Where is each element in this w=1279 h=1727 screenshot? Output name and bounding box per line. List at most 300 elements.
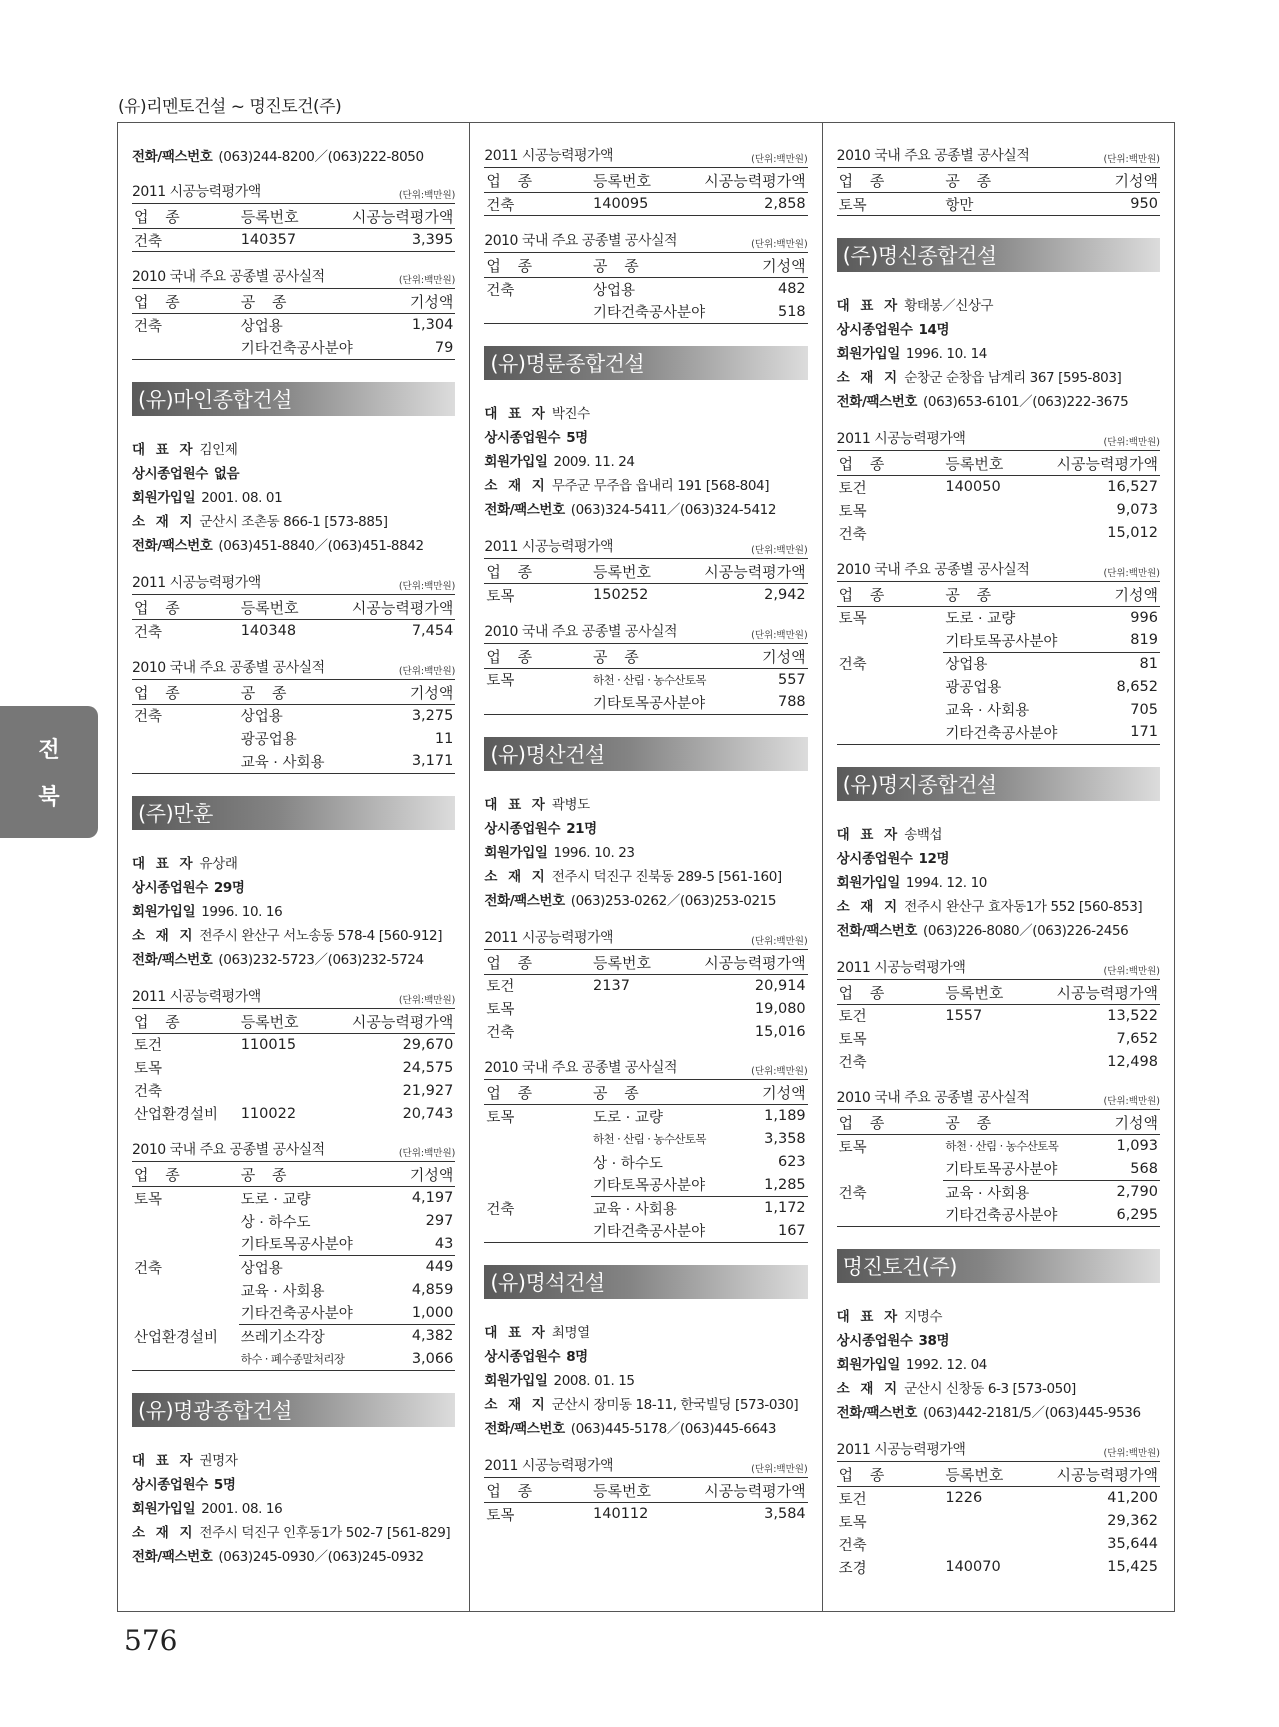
header-eval: 시공능력평가액 — [698, 950, 808, 975]
table-row — [837, 629, 1160, 652]
cell-type — [837, 1204, 944, 1227]
phone-line — [132, 1545, 455, 1569]
header-reg: 등록번호 — [943, 980, 1050, 1005]
address-label: 소 재 지 — [132, 927, 196, 944]
company-title: (유)명석건설 — [484, 1265, 807, 1299]
cell-amount: 81 — [1139, 655, 1158, 672]
rep-value: 유상래 — [199, 855, 238, 872]
eval-section-head — [484, 145, 807, 168]
rep-line — [837, 1305, 1160, 1329]
unit-label: (단위:백만원) — [751, 154, 808, 165]
eval-table — [132, 1009, 455, 1126]
table-row — [484, 193, 807, 216]
employees-value: 12명 — [918, 850, 950, 867]
company-title: (유)명륜종합건설 — [484, 346, 807, 380]
table-row — [132, 229, 455, 252]
phone-label: 전화/팩스번호 — [132, 149, 213, 165]
header-type: 업 종 — [484, 253, 591, 278]
address-line — [837, 1377, 1160, 1401]
table-row — [837, 1533, 1160, 1556]
table-row — [484, 278, 807, 301]
rep-value: 송백섭 — [904, 826, 943, 843]
unit-label: (단위:백만원) — [1103, 154, 1160, 165]
rep-label: 대 표 자 — [484, 1325, 548, 1341]
cell-work: 하천 · 산림 · 농수산토목 — [593, 1132, 706, 1146]
phone-value: (063)253-0262／(063)253-0215 — [570, 892, 777, 909]
cell-amount: 4,197 — [411, 1190, 454, 1207]
cell-reg — [591, 997, 698, 1020]
perf-table — [484, 1080, 807, 1243]
cell-type — [484, 301, 591, 324]
table-row — [837, 1510, 1160, 1533]
employees-label: 상시종업원수 — [132, 1477, 208, 1493]
cell-type: 토목 — [486, 588, 515, 605]
eval-section — [132, 572, 455, 643]
table-row — [837, 193, 1160, 216]
address-line — [484, 1393, 807, 1417]
employees-label: 상시종업원수 — [484, 430, 561, 446]
cell-amount: 171 — [1089, 721, 1160, 744]
cell-amount: 2,790 — [1116, 1184, 1158, 1201]
cell-type: 토목 — [838, 611, 867, 628]
cell-value: 19,080 — [754, 1000, 806, 1017]
rep-label: 대 표 자 — [836, 1309, 901, 1325]
company-title: (유)명지종합건설 — [837, 767, 1160, 801]
cell-type — [132, 1302, 239, 1325]
header-type: 업 종 — [484, 1080, 591, 1105]
join-date-label: 회원가입일 — [484, 454, 548, 470]
header-type: 업 종 — [484, 644, 591, 669]
join-date-line — [484, 1369, 807, 1393]
address-value: 전주시 덕진구 진북동 289-5 [561-160] — [551, 868, 782, 885]
phone-label: 전화/팩스번호 — [484, 1421, 565, 1437]
employees-label: 상시종업원수 — [836, 322, 913, 338]
table-row — [484, 301, 807, 324]
perf-table — [132, 1162, 455, 1371]
perf-title: 2010 국내 주요 공종별 공사실적 — [836, 148, 1030, 164]
cell-type: 토목 — [486, 1507, 515, 1524]
employees-line — [837, 318, 1160, 342]
rep-label: 대 표 자 — [836, 298, 901, 314]
cell-work: 기타건축공사분야 — [239, 1302, 384, 1325]
address-label: 소 재 지 — [132, 514, 196, 530]
header-type: 업 종 — [132, 1009, 239, 1034]
table-row — [484, 1128, 807, 1151]
cell-reg — [943, 1510, 1050, 1533]
phone-line — [837, 919, 1160, 943]
perf-section-head — [484, 621, 807, 644]
cell-amount: 705 — [1130, 701, 1158, 718]
cell-work: 기타건축공사분야 — [239, 337, 384, 360]
cell-type — [132, 1279, 239, 1302]
eval-section-head — [837, 1439, 1160, 1462]
unit-label: (단위:백만원) — [751, 545, 808, 556]
unit-label: (단위:백만원) — [398, 994, 456, 1006]
eval-section — [132, 181, 455, 252]
eval-title: 2011 시공능력평가액 — [132, 575, 261, 591]
cell-reg: 140112 — [593, 1506, 649, 1523]
rep-line — [837, 294, 1160, 318]
cell-amount: 623 — [777, 1154, 806, 1170]
employees-line — [132, 876, 455, 900]
employees-label: 상시종업원수 — [484, 820, 561, 837]
rep-line — [837, 823, 1160, 847]
continued-company-info — [132, 145, 455, 169]
eval-section-head — [484, 1455, 807, 1478]
cell-value: 12,498 — [1107, 1053, 1158, 1070]
header-work: 공 종 — [591, 1080, 736, 1105]
employees-value: 14명 — [918, 322, 950, 338]
phone-label: 전화/팩스번호 — [484, 892, 565, 909]
eval-title: 2011 시공능력평가액 — [132, 184, 261, 200]
header-amount: 기성액 — [737, 644, 808, 669]
cell-type: 토건 — [838, 1009, 867, 1026]
table-row — [837, 1487, 1160, 1510]
phone-value: (063)445-5178／(063)445-6643 — [570, 1421, 777, 1437]
header-reg: 등록번호 — [591, 950, 698, 975]
phone-label: 전화/팩스번호 — [132, 1549, 213, 1565]
join-date-value: 1994. 12. 10 — [905, 874, 987, 891]
cell-type: 조경 — [838, 1560, 867, 1577]
rep-label: 대 표 자 — [484, 406, 548, 422]
phone-value: (063)244-8200／(063)222-8050 — [218, 149, 424, 165]
header-type: 업 종 — [837, 582, 944, 607]
join-date-line — [837, 342, 1160, 366]
table-row — [132, 1233, 455, 1256]
table-row — [837, 606, 1160, 629]
company-title: (주)명신종합건설 — [837, 238, 1160, 272]
table-row — [484, 1197, 807, 1220]
eval-section — [837, 957, 1160, 1074]
eval-section — [132, 986, 455, 1126]
perf-table — [484, 253, 807, 324]
employees-line — [132, 462, 455, 486]
cell-work: 기타토목공사분야 — [943, 629, 1088, 652]
eval-title: 2011 시공능력평가액 — [484, 539, 614, 555]
cell-reg: 110022 — [240, 1105, 297, 1122]
cell-type — [132, 337, 239, 360]
eval-table — [484, 168, 807, 216]
cell-amount: 1,285 — [737, 1174, 808, 1197]
unit-label: (단위:백만원) — [398, 581, 456, 592]
cell-work: 상업용 — [240, 1260, 283, 1277]
employees-line — [484, 817, 807, 841]
rep-label: 대 표 자 — [836, 826, 901, 843]
table-row — [484, 1105, 807, 1128]
perf-title: 2010 국내 주요 공종별 공사실적 — [484, 1060, 678, 1076]
phone-value: (063)324-5411／(063)324-5412 — [570, 502, 777, 518]
header-reg: 등록번호 — [239, 204, 346, 229]
employees-value: 없음 — [213, 466, 240, 482]
cell-work: 교육 · 사회용 — [239, 750, 384, 773]
phone-line — [484, 1417, 807, 1441]
phone-value: (063)451-8840／(063)451-8842 — [218, 538, 424, 554]
cell-reg: 1557 — [945, 1007, 983, 1024]
rep-line — [132, 438, 455, 462]
phone-line — [132, 534, 455, 558]
cell-value: 13,522 — [1107, 1007, 1158, 1024]
employees-line — [484, 1345, 807, 1369]
cell-type — [484, 1174, 591, 1197]
cell-type: 토목 — [134, 1191, 163, 1208]
cell-work: 교육 · 사회용 — [593, 1201, 677, 1218]
phone-line — [132, 948, 455, 972]
cell-value: 20,743 — [402, 1105, 454, 1122]
header-type: 업 종 — [837, 451, 944, 476]
header-type: 업 종 — [132, 1162, 239, 1187]
employees-label: 상시종업원수 — [484, 1349, 561, 1365]
address-label: 소 재 지 — [132, 1525, 196, 1541]
company-info — [484, 402, 807, 522]
perf-section-head — [132, 266, 455, 289]
cell-reg: 1226 — [945, 1490, 983, 1507]
directory-frame — [117, 122, 1175, 1612]
eval-table — [132, 595, 455, 643]
join-date-label: 회원가입일 — [836, 346, 900, 362]
address-value: 무주군 무주읍 읍내리 191 [568-804] — [551, 478, 770, 494]
address-label: 소 재 지 — [484, 868, 548, 885]
perf-section — [484, 1057, 807, 1243]
cell-type: 토건 — [838, 480, 867, 497]
cell-type — [132, 1210, 239, 1233]
address-label: 소 재 지 — [836, 370, 901, 386]
employees-value: 29명 — [213, 879, 245, 896]
address-value: 전주시 완산구 서노송동 578-4 [560-912] — [199, 927, 443, 944]
eval-table — [484, 1478, 807, 1526]
cell-reg — [943, 499, 1050, 522]
perf-section-head — [484, 230, 807, 253]
perf-title: 2010 국내 주요 공종별 공사실적 — [484, 623, 678, 640]
address-label: 소 재 지 — [836, 898, 901, 915]
cell-value: 2,858 — [698, 193, 808, 216]
cell-amount: 1,172 — [764, 1200, 806, 1217]
cell-reg: 110015 — [240, 1036, 297, 1053]
header-amount: 기성액 — [1089, 582, 1160, 607]
unit-label: (단위:백만원) — [398, 1148, 456, 1159]
region-tab-char-1: 전 — [38, 738, 60, 763]
eval-section-head — [132, 181, 455, 204]
cell-type: 건축 — [486, 1201, 515, 1218]
cell-amount: 167 — [737, 1220, 808, 1243]
column-3 — [822, 123, 1174, 1611]
perf-section-head — [837, 1087, 1160, 1110]
header-reg: 등록번호 — [591, 559, 698, 584]
table-row — [837, 675, 1160, 698]
company-info — [484, 793, 807, 913]
eval-section — [837, 1439, 1160, 1579]
perf-table — [132, 680, 455, 774]
column-2 — [469, 123, 821, 1611]
table-row — [837, 1158, 1160, 1181]
cell-type: 건축 — [134, 318, 163, 335]
table-row — [837, 721, 1160, 744]
eval-title: 2011 시공능력평가액 — [836, 959, 966, 976]
cell-work: 상 · 하수도 — [593, 1155, 663, 1172]
cell-amount: 11 — [434, 730, 454, 747]
join-date-label: 회원가입일 — [484, 844, 548, 861]
cell-work: 도로 · 교량 — [593, 1109, 663, 1126]
rep-line — [484, 1321, 807, 1345]
cell-amount: 568 — [1089, 1158, 1160, 1181]
phone-value: (063)245-0930／(063)245-0932 — [218, 1549, 424, 1565]
phone-line — [484, 889, 807, 913]
eval-title: 2011 시공능력평가액 — [836, 431, 966, 447]
perf-table — [837, 1110, 1160, 1227]
employees-label: 상시종업원수 — [836, 1333, 913, 1349]
header-amount: 기성액 — [1089, 1110, 1160, 1135]
cell-amount: 518 — [737, 301, 808, 324]
cell-work: 하천 · 산림 · 농수산토목 — [945, 1139, 1059, 1154]
table-row — [132, 1210, 455, 1233]
table-row — [132, 314, 455, 337]
table-row — [484, 1220, 807, 1243]
cell-value: 15,425 — [1107, 1559, 1158, 1575]
table-row — [837, 1181, 1160, 1204]
table-row — [132, 1033, 455, 1056]
address-value: 전주시 완산구 효자동1가 552 [560-853] — [904, 898, 1143, 915]
table-row — [132, 620, 455, 643]
cell-amount: 449 — [425, 1259, 454, 1276]
join-date-label: 회원가입일 — [836, 874, 900, 891]
cell-value: 3,395 — [345, 229, 455, 252]
address-label: 소 재 지 — [836, 1381, 901, 1397]
cell-reg: 140348 — [240, 623, 297, 640]
header-reg: 등록번호 — [591, 1478, 698, 1503]
cell-amount: 79 — [384, 337, 455, 360]
cell-type — [132, 727, 239, 750]
header-eval: 시공능력평가액 — [345, 595, 455, 620]
header-work: 공 종 — [943, 1110, 1088, 1135]
address-value: 순창군 순창읍 남계리 367 [595-803] — [904, 370, 1122, 386]
phone-value: (063)442-2181/5／(063)445-9536 — [923, 1405, 1141, 1421]
address-value: 군산시 조촌동 866-1 [573-885] — [199, 514, 388, 530]
phone-label: 전화/팩스번호 — [836, 1405, 918, 1421]
join-date-value: 1992. 12. 04 — [905, 1357, 987, 1373]
eval-table — [132, 204, 455, 252]
header-eval: 시공능력평가액 — [698, 559, 808, 584]
company-title: (유)명광종합건설 — [132, 1393, 455, 1427]
cell-reg: 140070 — [945, 1559, 1001, 1575]
cell-work: 교육 · 사회용 — [945, 1185, 1030, 1202]
eval-title: 2011 시공능력평가액 — [836, 1442, 966, 1458]
cell-work: 광공업용 — [945, 680, 1002, 696]
perf-section — [132, 266, 455, 360]
cell-value: 15,016 — [754, 1023, 806, 1040]
phone-value: (063)653-6101／(063)222-3675 — [923, 394, 1129, 410]
employees-value: 5명 — [566, 430, 588, 446]
cell-work: 기타건축공사분야 — [591, 1220, 736, 1243]
header-eval: 시공능력평가액 — [1050, 451, 1160, 476]
cell-reg: 150252 — [593, 587, 649, 604]
header-eval: 시공능력평가액 — [698, 168, 808, 193]
table-row — [132, 1056, 455, 1079]
header-type: 업 종 — [484, 950, 591, 975]
table-row — [132, 750, 455, 773]
employees-value: 38명 — [918, 1333, 950, 1349]
eval-section — [484, 145, 807, 216]
column-1 — [118, 123, 469, 1611]
company-title: (주)만훈 — [132, 796, 455, 830]
perf-section-head — [132, 1139, 455, 1162]
cell-value: 9,073 — [1116, 502, 1158, 518]
cell-type — [484, 691, 591, 714]
join-date-line — [132, 1497, 455, 1521]
eval-section-head — [132, 572, 455, 595]
running-header: (유)리멘토건설 ~ 명진토건(주) — [118, 97, 342, 117]
region-tab — [0, 706, 98, 838]
join-date-value: 2008. 01. 15 — [553, 1373, 635, 1389]
cell-type: 건축 — [486, 282, 515, 299]
eval-table — [484, 950, 807, 1044]
table-row — [484, 974, 807, 997]
perf-section — [484, 621, 807, 715]
table-row — [484, 584, 807, 607]
cell-value: 15,012 — [1107, 525, 1158, 541]
cell-type: 건축 — [838, 1055, 867, 1071]
perf-section — [132, 1139, 455, 1371]
unit-label: (단위:백만원) — [751, 239, 808, 250]
cell-type — [837, 698, 944, 721]
phone-line — [837, 390, 1160, 414]
unit-label: (단위:백만원) — [1103, 1448, 1160, 1459]
eval-title: 2011 시공능력평가액 — [484, 148, 614, 164]
table-row — [837, 499, 1160, 522]
header-work: 공 종 — [239, 680, 384, 705]
employees-line — [837, 847, 1160, 871]
eval-table — [837, 1462, 1160, 1579]
header-work: 공 종 — [943, 168, 1088, 193]
perf-title: 2010 국내 주요 공종별 공사실적 — [484, 233, 678, 249]
cell-value: 29,670 — [402, 1036, 454, 1053]
perf-title: 2010 국내 주요 공종별 공사실적 — [836, 1090, 1030, 1106]
table-row — [132, 1348, 455, 1371]
perf-title: 2010 국내 주요 공종별 공사실적 — [836, 561, 1030, 578]
cell-type: 산업환경설비 — [134, 1107, 219, 1123]
table-row — [837, 522, 1160, 545]
perf-table — [132, 289, 455, 360]
perf-section — [837, 559, 1160, 745]
cell-amount: 3,066 — [384, 1348, 455, 1371]
table-row — [837, 652, 1160, 675]
cell-type: 토건 — [486, 979, 515, 996]
header-eval: 시공능력평가액 — [698, 1478, 808, 1503]
cell-amount: 996 — [1130, 609, 1158, 626]
join-date-value: 1996. 10. 23 — [553, 844, 635, 861]
cell-value: 41,200 — [1107, 1490, 1158, 1507]
table-row — [132, 1102, 455, 1125]
rep-value: 최명열 — [551, 1325, 590, 1341]
company-info — [837, 1305, 1160, 1425]
cell-reg — [239, 1056, 346, 1079]
unit-label: (단위:백만원) — [751, 1464, 808, 1475]
cell-type: 건축 — [134, 709, 163, 726]
cell-value: 16,527 — [1107, 479, 1158, 496]
cell-type: 건축 — [838, 1537, 867, 1554]
table-row — [132, 704, 455, 727]
company-title: 명진토건(주) — [837, 1249, 1160, 1283]
employees-label: 상시종업원수 — [836, 850, 913, 867]
cell-amount: 8,652 — [1116, 678, 1158, 695]
cell-amount: 3,275 — [411, 707, 454, 724]
cell-work: 기타건축공사분야 — [943, 1204, 1088, 1227]
cell-reg: 140050 — [945, 479, 1001, 496]
table-row — [837, 698, 1160, 721]
table-row — [484, 997, 807, 1020]
perf-section-head — [837, 559, 1160, 582]
cell-amount: 3,358 — [764, 1131, 806, 1147]
cell-amount: 6,295 — [1089, 1204, 1160, 1227]
header-work: 공 종 — [591, 644, 736, 669]
